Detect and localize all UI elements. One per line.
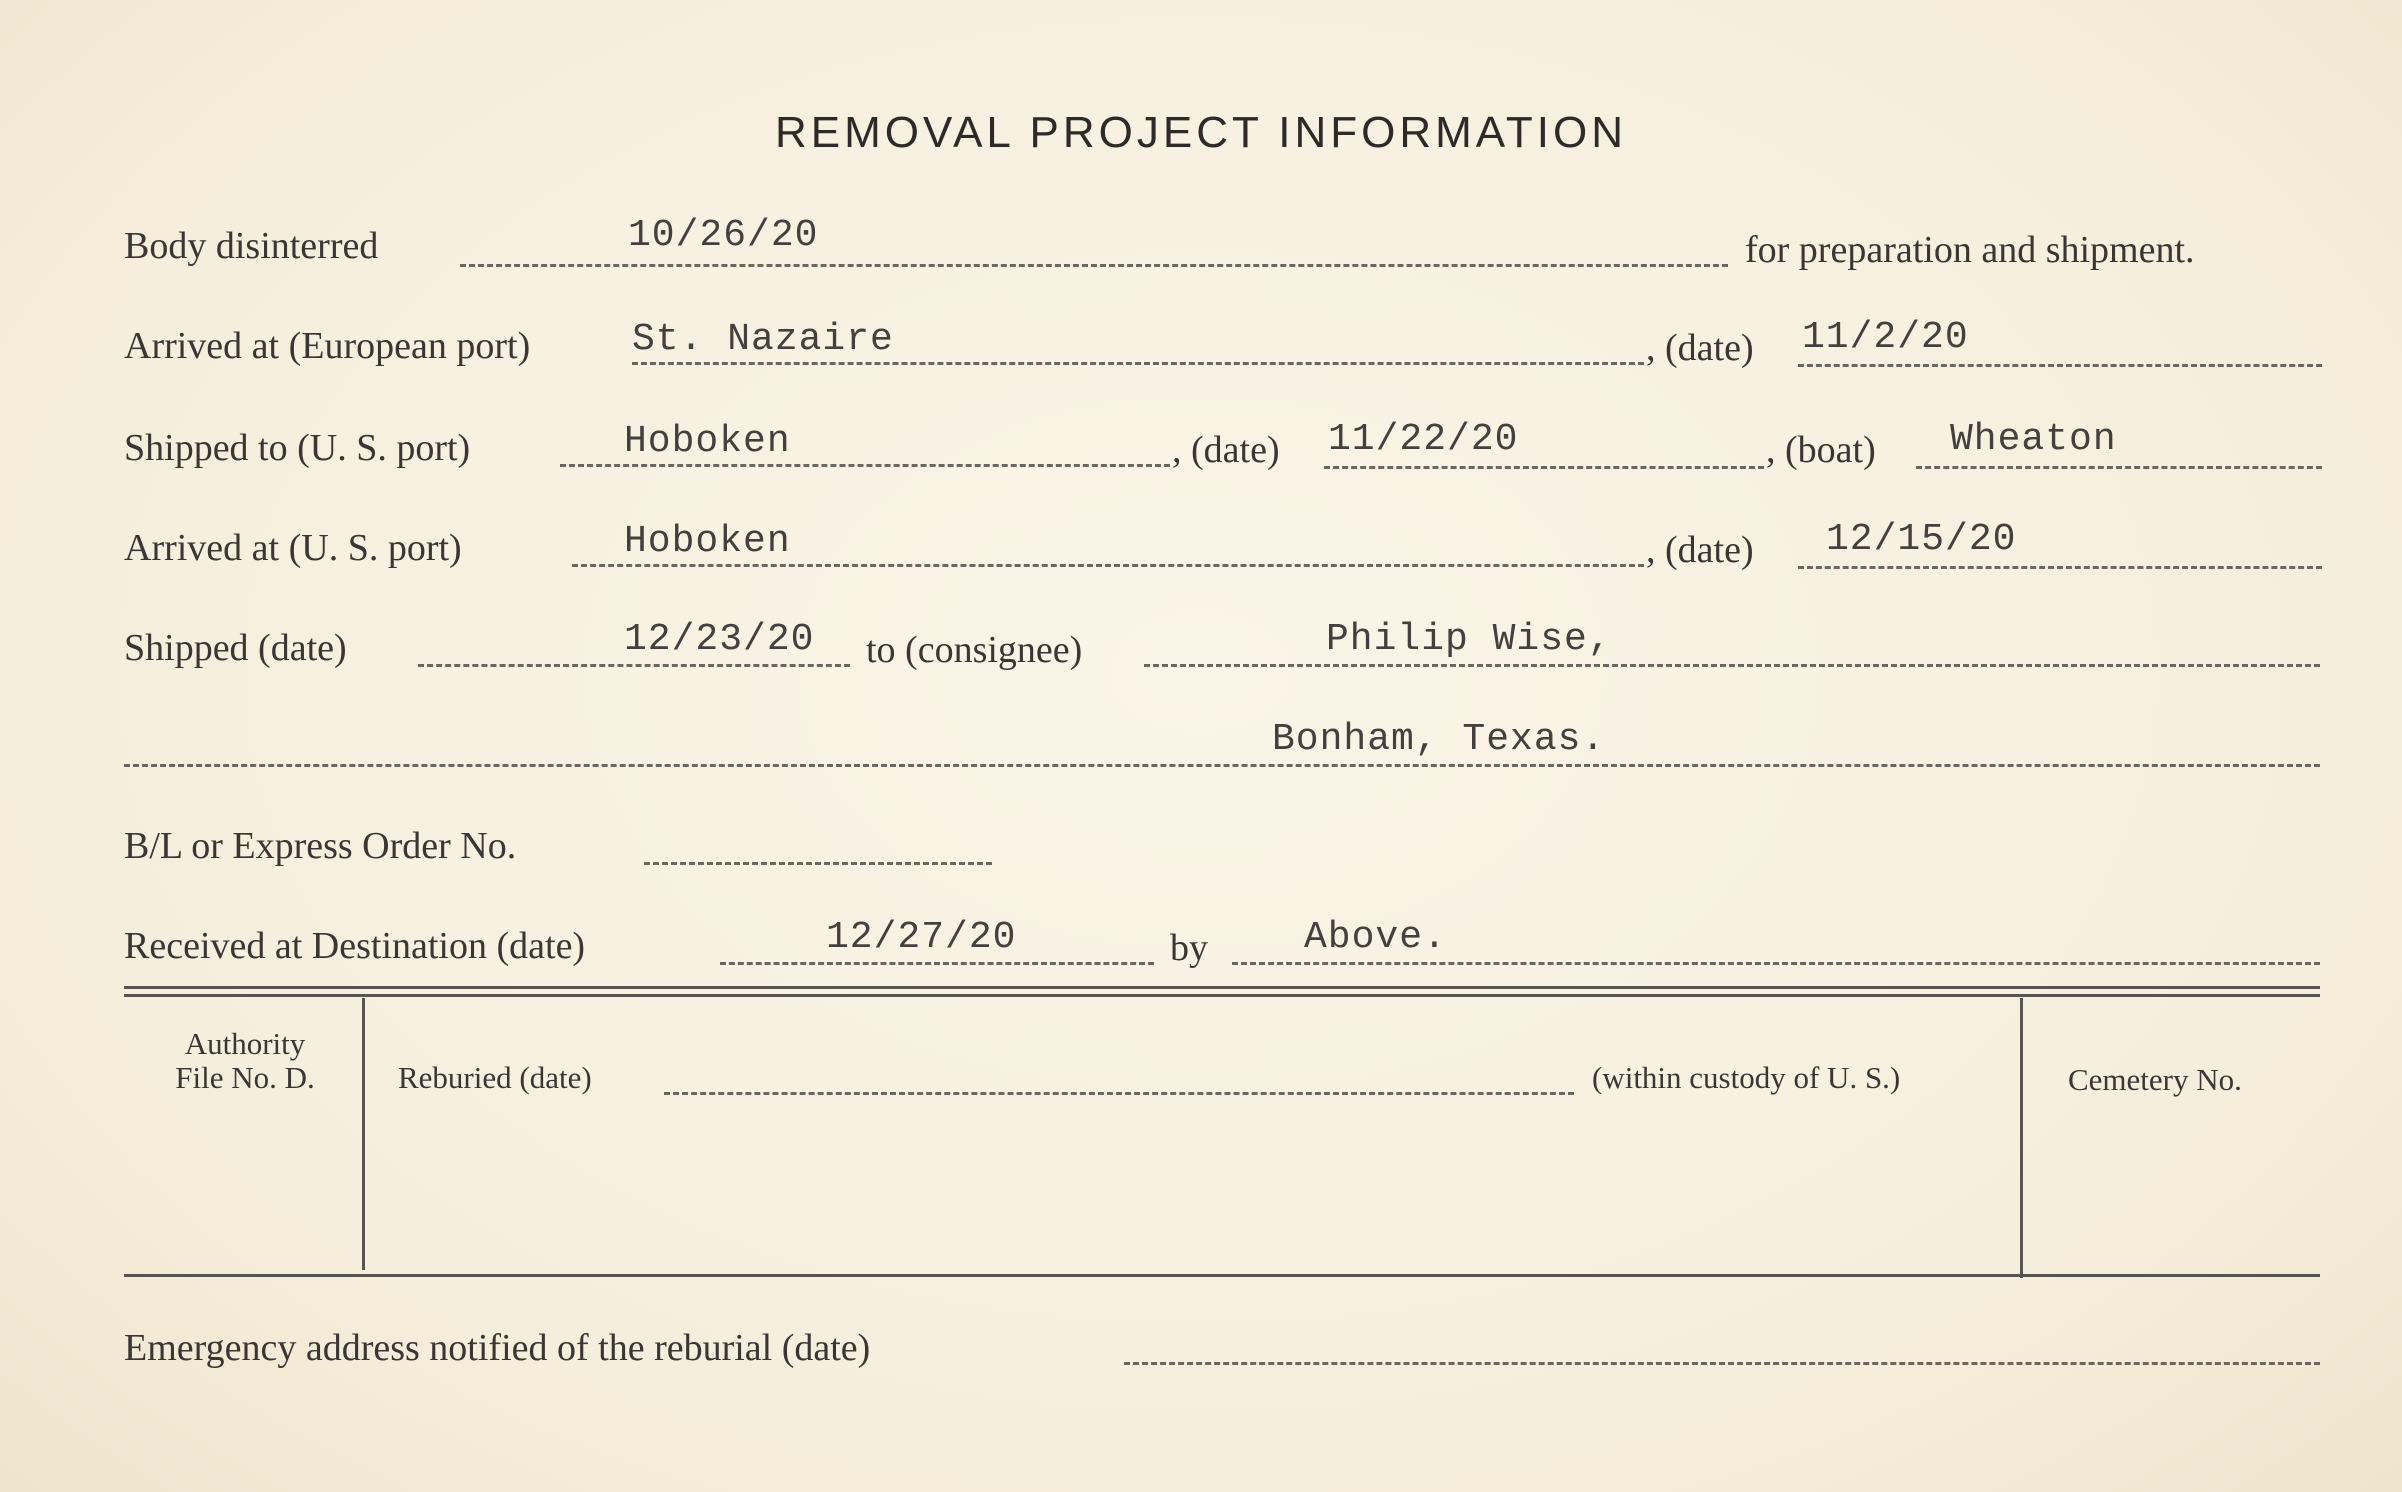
shipped-date-line bbox=[418, 664, 850, 667]
emergency-address-line bbox=[1124, 1362, 2320, 1365]
european-port-date-label: , (date) bbox=[1646, 327, 1754, 369]
authority-label-line2: File No. D. bbox=[175, 1060, 315, 1095]
body-disinterred-value: 10/26/20 bbox=[628, 214, 819, 257]
body-disinterred-line bbox=[460, 264, 1728, 267]
consignee-line bbox=[1144, 664, 2320, 667]
authority-label-line1: Authority bbox=[184, 1026, 306, 1061]
shipped-to-port-value: Hoboken bbox=[624, 420, 791, 463]
shipped-to-date-line bbox=[1324, 466, 1764, 469]
received-destination-line bbox=[720, 962, 1154, 965]
received-destination-label: Received at Destination (date) bbox=[124, 925, 586, 967]
reburied-line bbox=[664, 1092, 1574, 1095]
emergency-address-label: Emergency address notified of the reburial (date) bbox=[124, 1327, 871, 1369]
european-port-date-line bbox=[1798, 364, 2322, 367]
received-destination-value: 12/27/20 bbox=[826, 916, 1017, 959]
european-port-label: Arrived at (European port) bbox=[124, 325, 531, 367]
table-divider-right bbox=[2020, 998, 2023, 1278]
arrived-us-port-line bbox=[572, 564, 1644, 567]
shipped-date-value: 12/23/20 bbox=[624, 618, 815, 661]
body-disinterred-label: Body disinterred bbox=[124, 225, 379, 267]
boat-line bbox=[1916, 466, 2322, 469]
european-port-line bbox=[632, 362, 1644, 365]
cemetery-label: Cemetery No. bbox=[2068, 1062, 2242, 1097]
european-port-value: St. Nazaire bbox=[632, 318, 894, 361]
shipped-to-date-value: 11/22/20 bbox=[1328, 418, 1519, 461]
card-title: REMOVAL PROJECT INFORMATION bbox=[775, 108, 1627, 157]
boat-label: , (boat) bbox=[1766, 429, 1876, 471]
arrived-us-date-label: , (date) bbox=[1646, 529, 1754, 571]
consignee-value: Philip Wise, bbox=[1326, 618, 1612, 661]
arrived-us-date-line bbox=[1798, 566, 2322, 569]
arrived-us-port-label: Arrived at (U. S. port) bbox=[124, 527, 462, 569]
consignee-label: to (consignee) bbox=[866, 629, 1083, 671]
consignee-address-value: Bonham, Texas. bbox=[1272, 718, 1606, 761]
table-divider-left bbox=[362, 998, 365, 1270]
received-by-label: by bbox=[1170, 927, 1208, 969]
preparation-shipment-text: for preparation and shipment. bbox=[1745, 229, 2195, 271]
boat-value: Wheaton bbox=[1950, 418, 2117, 461]
custody-label: (within custody of U. S.) bbox=[1592, 1060, 1901, 1095]
shipped-to-port-line bbox=[560, 464, 1170, 467]
received-by-value: Above. bbox=[1304, 916, 1447, 959]
express-order-label: B/L or Express Order No. bbox=[124, 825, 517, 867]
table-bottom-rule bbox=[124, 1274, 2320, 1277]
shipped-to-port-label: Shipped to (U. S. port) bbox=[124, 427, 471, 469]
table-top-rule-double bbox=[124, 994, 2320, 997]
shipped-to-date-label: , (date) bbox=[1172, 429, 1280, 471]
reburied-label: Reburied (date) bbox=[398, 1060, 592, 1095]
express-order-line bbox=[644, 862, 992, 865]
consignee-address-line bbox=[124, 764, 2320, 767]
european-port-date-value: 11/2/20 bbox=[1802, 316, 1969, 359]
shipped-date-label: Shipped (date) bbox=[124, 627, 347, 669]
received-by-line bbox=[1232, 962, 2320, 965]
arrived-us-date-value: 12/15/20 bbox=[1826, 518, 2017, 561]
table-top-rule bbox=[124, 986, 2320, 989]
arrived-us-port-value: Hoboken bbox=[624, 520, 791, 563]
